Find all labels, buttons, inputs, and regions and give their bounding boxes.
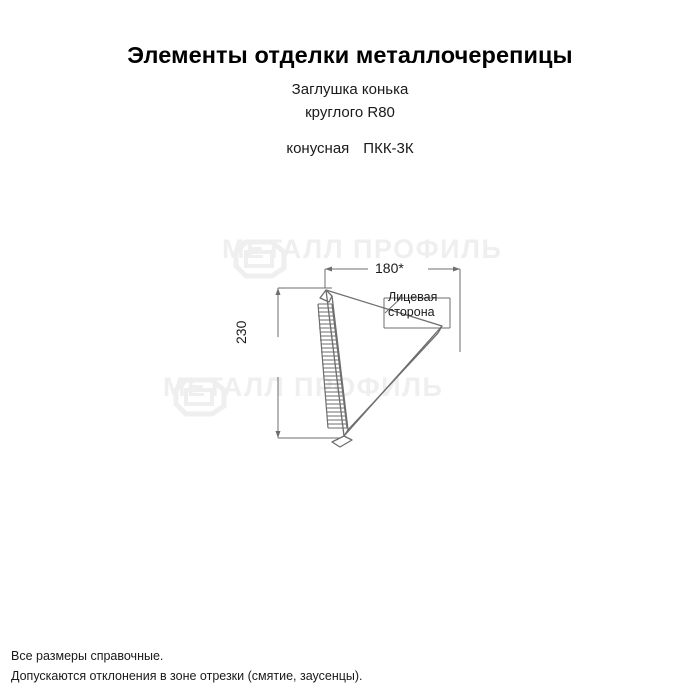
dimension-height-label: 230 xyxy=(233,320,249,344)
product-code: ПКК-3К xyxy=(363,140,414,157)
face-side-label-line1: Лицевая xyxy=(388,290,438,304)
page-title: Элементы отделки металлочерепицы xyxy=(127,41,573,68)
face-side-label-line2: сторона xyxy=(388,305,435,319)
footer-note-2: Допускаются отклонения в зоне отрезки (смятие, заусенцы). xyxy=(11,669,363,683)
product-name-line3 xyxy=(0,137,700,160)
watermark-text-2: МЕТАЛЛ ПРОФИЛЬ xyxy=(163,372,444,402)
technical-drawing xyxy=(180,240,520,460)
product-name-line1: Заглушка конька xyxy=(291,81,409,98)
footer-notes xyxy=(11,646,363,686)
face-side-label xyxy=(388,290,437,320)
drawing-svg xyxy=(180,240,520,460)
product-name xyxy=(0,78,700,160)
watermark-text-1: МЕТАЛЛ ПРОФИЛЬ xyxy=(222,234,503,264)
footer-note-1: Все размеры справочные. xyxy=(11,649,164,663)
dimension-width-label: 180* xyxy=(375,260,404,276)
product-type: конусная xyxy=(286,140,350,157)
product-name-line2: круглого R80 xyxy=(305,104,395,121)
